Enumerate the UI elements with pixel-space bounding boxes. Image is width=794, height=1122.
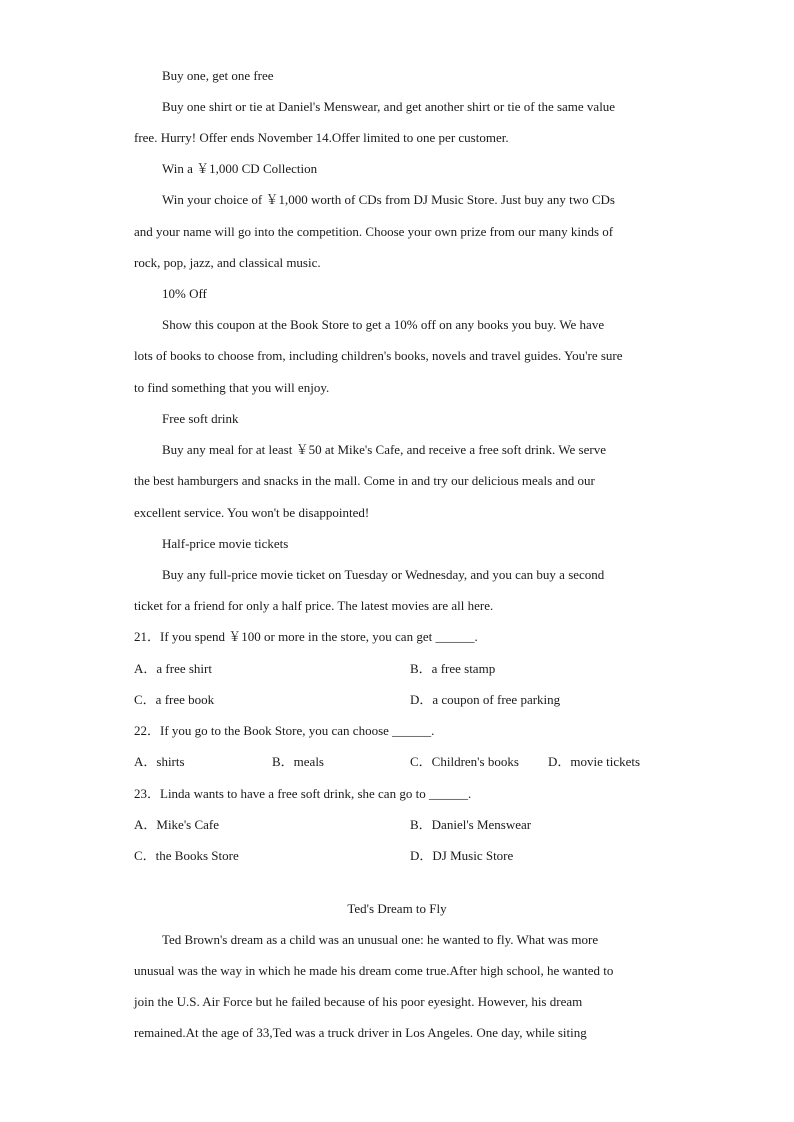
ad-title-buy-one: Buy one, get one free (162, 68, 274, 83)
ad-title-free-soft-drink: Free soft drink (162, 411, 239, 426)
ad-text-line: Buy any full-price movie ticket on Tuesday or Wednesday, and you can buy a second (162, 567, 605, 582)
ad-text-line: and your name will go into the competition. Choose your own prize from our many kinds of (134, 224, 614, 239)
ad-title-half-price-movie: Half-price movie tickets (162, 536, 289, 551)
question-22-option-b: B．meals (272, 754, 324, 769)
question-22-option-c: C．Children's books (410, 754, 519, 769)
question-23-option-b: B．Daniel's Menswear (410, 817, 532, 832)
question-22-option-d: D．movie tickets (548, 754, 641, 769)
ad-text-line: Win your choice of ￥1,000 worth of CDs from DJ Music Store. Just buy any two CDs (162, 192, 615, 207)
ad-text-line: Show this coupon at the Book Store to get a 10% off on any books you buy. We have (162, 317, 605, 332)
question-21-option-b: B．a free stamp (410, 661, 496, 676)
question-23-option-a: A．Mike's Cafe (134, 817, 220, 832)
ad-text-line: to find something that you will enjoy. (134, 380, 330, 395)
question-21-stem: 21．If you spend ￥100 or more in the store, you can get ______. (134, 629, 478, 644)
passage-line: unusual was the way in which he made his dream come true.After high school, he wanted to (134, 963, 614, 978)
passage-title: Ted's Dream to Fly (347, 901, 447, 916)
question-23-option-c: C．the Books Store (134, 848, 239, 863)
ad-text-line: Buy one shirt or tie at Daniel's Menswear, and get another shirt or tie of the same value (162, 99, 616, 114)
ad-text-line: the best hamburgers and snacks in the mall. Come in and try our delicious meals and our (134, 473, 595, 488)
question-23-stem: 23．Linda wants to have a free soft drink, she can go to ______. (134, 786, 472, 801)
ad-title-ten-percent-off: 10% Off (162, 286, 207, 301)
question-21-option-a: A．a free shirt (134, 661, 212, 676)
ad-text-line: rock, pop, jazz, and classical music. (134, 255, 321, 270)
question-21-option-c: C．a free book (134, 692, 215, 707)
passage-line: join the U.S. Air Force but he failed because of his poor eyesight. However, his dream (134, 994, 583, 1009)
question-21-option-d: D．a coupon of free parking (410, 692, 561, 707)
ad-text-line: ticket for a friend for only a half price. The latest movies are all here. (134, 598, 494, 613)
ad-title-cd-collection: Win a ￥1,000 CD Collection (162, 161, 318, 176)
passage-line: Ted Brown's dream as a child was an unusual one: he wanted to fly. What was more (162, 932, 599, 947)
question-23-option-d: D．DJ Music Store (410, 848, 514, 863)
ad-text-line: lots of books to choose from, including children's books, novels and travel guides. You're sure (134, 348, 623, 363)
ad-text-line: free. Hurry! Offer ends November 14.Offer limited to one per customer. (134, 130, 509, 145)
ad-text-line: Buy any meal for at least ￥50 at Mike's Cafe, and receive a free soft drink. We serve (162, 442, 606, 457)
ad-text-line: excellent service. You won't be disappointed! (134, 505, 370, 520)
question-22-option-a: A．shirts (134, 754, 185, 769)
question-22-stem: 22．If you go to the Book Store, you can choose ______. (134, 723, 435, 738)
passage-line: remained.At the age of 33,Ted was a truck driver in Los Angeles. One day, while siting (134, 1025, 587, 1040)
